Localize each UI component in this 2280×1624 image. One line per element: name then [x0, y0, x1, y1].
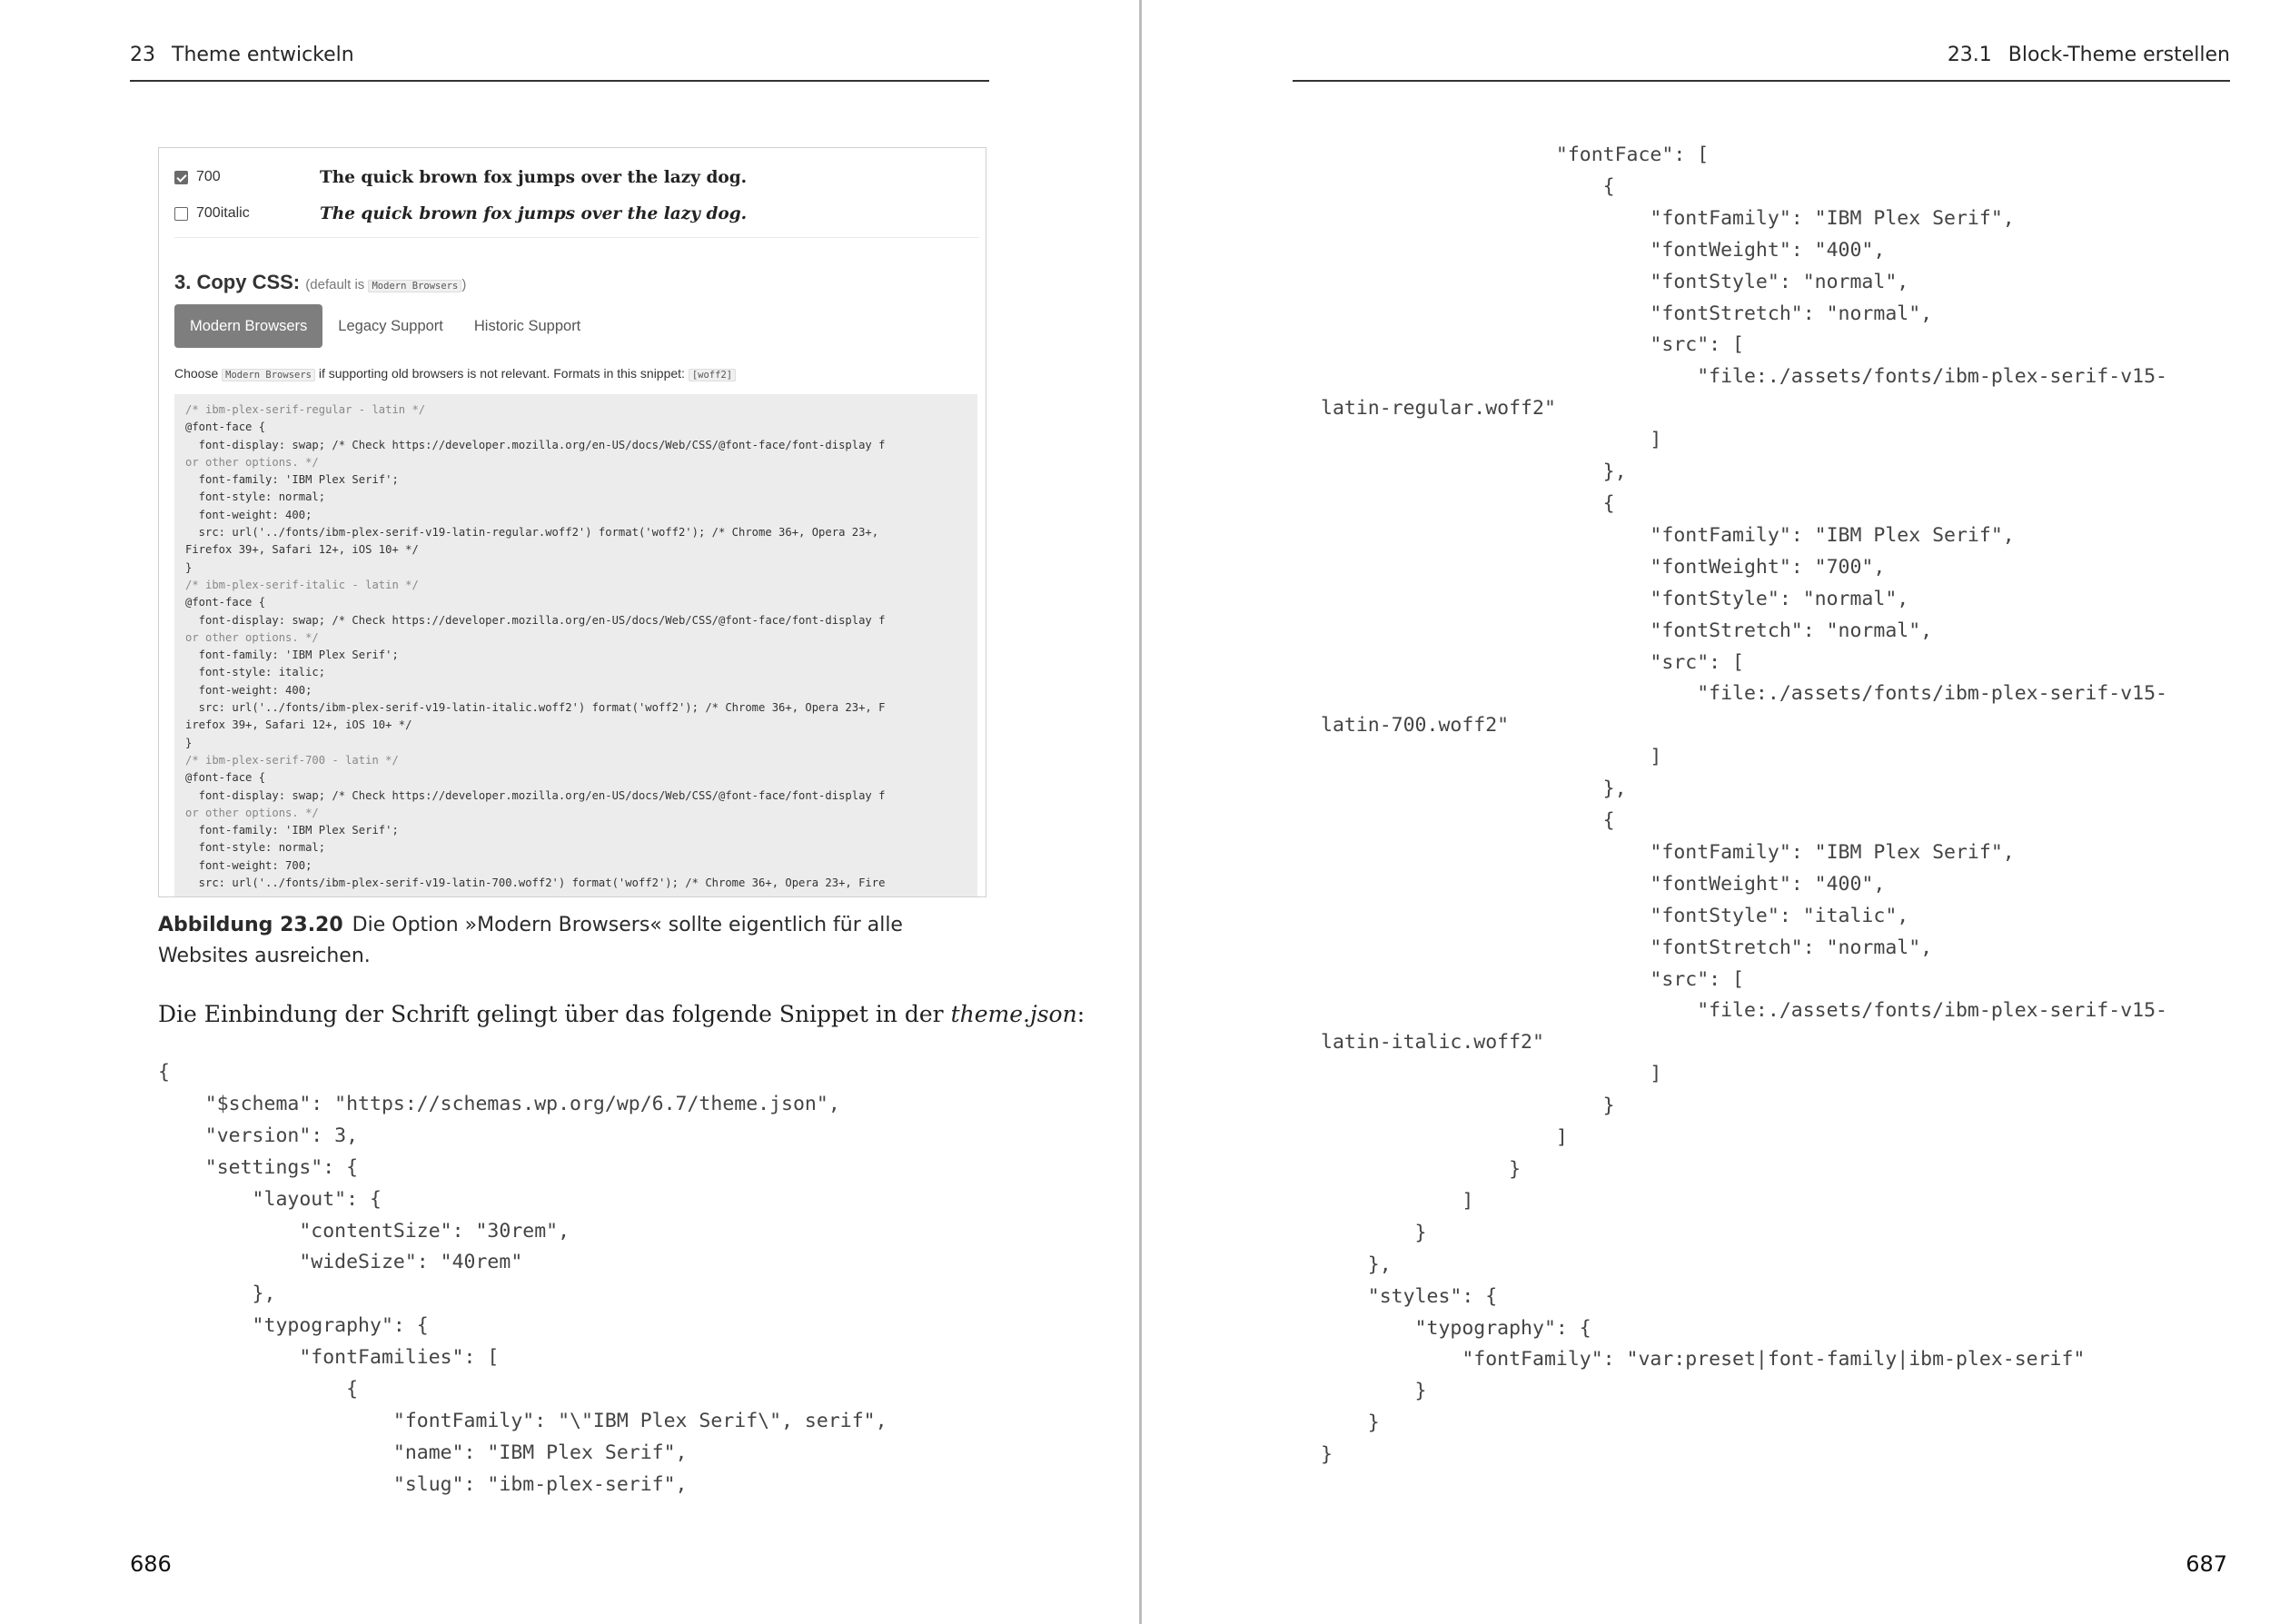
default-suffix: ): [461, 277, 467, 292]
code-line: },: [158, 1282, 276, 1306]
code-line: ]: [1321, 429, 1662, 452]
copy-css-title: 3. Copy CSS:: [174, 271, 301, 293]
screenshot-figure: [158, 147, 986, 897]
css-code-line: @font-face {: [185, 421, 266, 434]
default-code: Modern Browsers: [368, 280, 461, 292]
running-head-right: [1948, 44, 2230, 66]
running-head-left: [130, 44, 354, 66]
code-line: }: [1321, 1380, 1427, 1403]
code-line: "fontFamily": "\"IBM Plex Serif\", serif",: [158, 1409, 887, 1432]
css-code-line: or other options. */: [185, 806, 319, 819]
code-line: "fontFamily": "IBM Plex Serif",: [1321, 206, 2015, 230]
code-line: "fontFamilies": [: [158, 1346, 500, 1370]
css-code-line: Firefox 39+, Safari 12+, iOS 10+ */: [185, 543, 419, 557]
code-line: "src": [: [1321, 650, 1744, 674]
code-line: "fontStyle": "italic",: [1321, 904, 1909, 927]
variant-label: 700: [196, 169, 221, 184]
code-line: }: [1321, 1094, 1615, 1118]
code-line: latin-regular.woff2": [1321, 397, 1556, 421]
default-note: [305, 277, 466, 292]
code-line: "fontStyle": "normal",: [1321, 587, 1909, 610]
tab-legacy-support[interactable]: Legacy Support: [338, 318, 443, 334]
code-line: ]: [1321, 746, 1662, 769]
book-spine: [1139, 0, 1142, 1624]
section-number: 23.1: [1947, 44, 1992, 66]
body-file-name: theme.json: [950, 1001, 1077, 1027]
choose-text: if supporting old browsers is not relevant. Formats in this snippet:: [318, 366, 685, 381]
css-code-line: font-display: swap; /* Check https://developer.mozilla.org/en-US/docs/Web/CSS/@font-face/font-display f: [185, 788, 886, 802]
font-variant-row: [174, 203, 748, 224]
code-line: "contentSize": "30rem",: [158, 1219, 570, 1243]
code-line: "fontWeight": "400",: [1321, 872, 1886, 896]
css-code-line: src: url('../fonts/ibm-plex-serif-v19-latin-regular.woff2') format('woff2'); /* Chrome 36+, Opera 23+,: [185, 526, 879, 540]
code-line: "file:./assets/fonts/ibm-plex-serif-v15-: [1321, 682, 2167, 706]
code-line: }: [1321, 1158, 1522, 1181]
css-code-line: irefox 39+, Safari 12+, iOS 10+ */: [185, 718, 412, 732]
format-code: [woff2]: [689, 369, 736, 381]
code-line: "fontFamily": "IBM Plex Serif",: [1321, 523, 2015, 547]
choose-code: Modern Browsers: [222, 369, 315, 381]
font-variant-row: [174, 166, 748, 188]
chapter-title: Theme entwickeln: [172, 44, 354, 66]
css-tabs: [174, 304, 596, 348]
body-paragraph: [158, 1001, 1085, 1027]
code-line: },: [1321, 777, 1627, 801]
css-code-line: font-weight: 400;: [185, 683, 312, 697]
font-sample: The quick brown fox jumps over the lazy dog.: [320, 167, 748, 187]
code-line: "wideSize": "40rem": [158, 1251, 523, 1274]
checkbox-700[interactable]: [174, 171, 188, 184]
css-code-line: font-style: normal;: [185, 490, 326, 504]
code-line: {: [1321, 491, 1615, 515]
code-line: },: [1321, 1253, 1392, 1276]
code-line: ]: [1321, 1063, 1662, 1086]
header-rule-right: [1293, 80, 2230, 82]
code-line: "fontStretch": "normal",: [1321, 936, 1933, 959]
caption-label: Abbildung 23.20: [158, 914, 343, 936]
css-code-line: src: url('../fonts/ibm-plex-serif-v19-latin-italic.woff2') format('woff2'); /* Chrome 36+, Opera 23+, F: [185, 701, 886, 715]
code-line: "styles": {: [1321, 1284, 1498, 1308]
page-number-left: 686: [130, 1551, 172, 1577]
code-line: "fontFamily": "IBM Plex Serif",: [1321, 840, 2015, 864]
code-line: {: [158, 1061, 170, 1084]
code-line: "fontFamily": "var:preset|font-family|ibm-plex-serif": [1321, 1348, 2086, 1371]
chapter-number: 23: [130, 44, 155, 66]
left-page: [0, 0, 1139, 1624]
code-line: }: [1321, 1221, 1427, 1244]
caption-text: Die Option »Modern Browsers« sollte eigentlich für alle Websites ausreichen.: [158, 914, 903, 967]
code-line: "src": [: [1321, 967, 1744, 991]
choose-hint: [174, 366, 736, 381]
css-code-line: font-family: 'IBM Plex Serif';: [185, 824, 399, 837]
code-line: "slug": "ibm-plex-serif",: [158, 1472, 688, 1496]
code-line: "fontStyle": "normal",: [1321, 270, 1909, 293]
css-code-line: font-style: normal;: [185, 841, 326, 855]
json-code-left: [158, 1057, 887, 1501]
code-line: {: [158, 1378, 359, 1401]
json-code-right: [1321, 140, 2167, 1471]
css-code-line: @font-face {: [185, 596, 266, 609]
css-code-line: /* ibm-plex-serif-regular - latin */: [185, 403, 426, 416]
code-line: },: [1321, 460, 1627, 484]
css-code-line: font-weight: 700;: [185, 858, 312, 872]
tab-historic-support[interactable]: Historic Support: [473, 318, 581, 334]
figure-caption: [158, 910, 994, 972]
code-line: latin-italic.woff2": [1321, 1031, 1544, 1055]
default-prefix: (default is: [305, 277, 365, 292]
code-line: {: [1321, 809, 1615, 833]
code-line: ]: [1321, 1126, 1568, 1150]
tab-modern-browsers[interactable]: Modern Browsers: [174, 304, 322, 348]
code-line: "name": "IBM Plex Serif",: [158, 1441, 688, 1464]
css-code-line: /* ibm-plex-serif-700 - latin */: [185, 753, 399, 767]
code-line: "$schema": "https://schemas.wp.org/wp/6.7/theme.json",: [158, 1092, 840, 1115]
code-line: "fontStretch": "normal",: [1321, 619, 1933, 642]
header-rule-left: [130, 80, 989, 82]
code-line: "fontWeight": "700",: [1321, 555, 1886, 579]
code-line: "fontStretch": "normal",: [1321, 302, 1933, 325]
code-line: "fontFace": [: [1321, 144, 1710, 166]
code-line: ]: [1321, 1189, 1474, 1213]
css-code-line: or other options. */: [185, 630, 319, 644]
css-code-line: font-display: swap; /* Check https://developer.mozilla.org/en-US/docs/Web/CSS/@font-face/font-display f: [185, 438, 886, 451]
font-sample: The quick brown fox jumps over the lazy dog.: [320, 203, 748, 223]
code-line: "typography": {: [158, 1314, 429, 1338]
css-code-line: font-style: italic;: [185, 666, 326, 679]
css-code-line: font-display: swap; /* Check https://developer.mozilla.org/en-US/docs/Web/CSS/@font-face/font-display f: [185, 613, 886, 627]
css-code-line: font-family: 'IBM Plex Serif';: [185, 473, 399, 487]
variant-label: 700italic: [196, 205, 250, 221]
code-line: }: [1321, 1443, 1333, 1467]
body-text-suffix: :: [1076, 1001, 1085, 1027]
code-line: "file:./assets/fonts/ibm-plex-serif-v15-: [1321, 365, 2167, 389]
css-code-line: font-weight: 400;: [185, 508, 312, 521]
code-line: "src": [: [1321, 333, 1744, 357]
css-code-line: or other options. */: [185, 455, 319, 469]
copy-css-heading: [174, 271, 466, 294]
code-line: "version": 3,: [158, 1124, 359, 1147]
code-line: "fontWeight": "400",: [1321, 238, 1886, 262]
section-title: Block-Theme erstellen: [2007, 44, 2230, 66]
right-page: [1143, 0, 2280, 1624]
code-line: "typography": {: [1321, 1316, 1591, 1340]
code-line: "layout": {: [158, 1187, 382, 1211]
css-code-line: font-family: 'IBM Plex Serif';: [185, 649, 399, 662]
css-code-box[interactable]: [174, 394, 977, 897]
divider: [174, 237, 979, 238]
css-code-line: }: [185, 736, 193, 749]
code-line: "file:./assets/fonts/ibm-plex-serif-v15-: [1321, 999, 2167, 1023]
code-line: "settings": {: [158, 1155, 359, 1179]
body-text-prefix: Die Einbindung der Schrift gelingt über das folgende Snippet in der: [158, 1001, 951, 1027]
page-number-right: 687: [2186, 1551, 2227, 1577]
choose-prefix: Choose: [174, 366, 219, 381]
css-code-line: }: [185, 560, 193, 574]
code-line: {: [1321, 174, 1615, 198]
css-code-line: @font-face {: [185, 771, 266, 785]
code-line: latin-700.woff2": [1321, 714, 1510, 738]
css-code-line: src: url('../fonts/ibm-plex-serif-v19-latin-700.woff2') format('woff2'); /* Chrome 36+, Opera 23+, Fire: [185, 876, 886, 890]
css-code-line: /* ibm-plex-serif-italic - latin */: [185, 578, 419, 591]
code-line: }: [1321, 1411, 1380, 1435]
checkbox-700italic[interactable]: [174, 207, 188, 221]
